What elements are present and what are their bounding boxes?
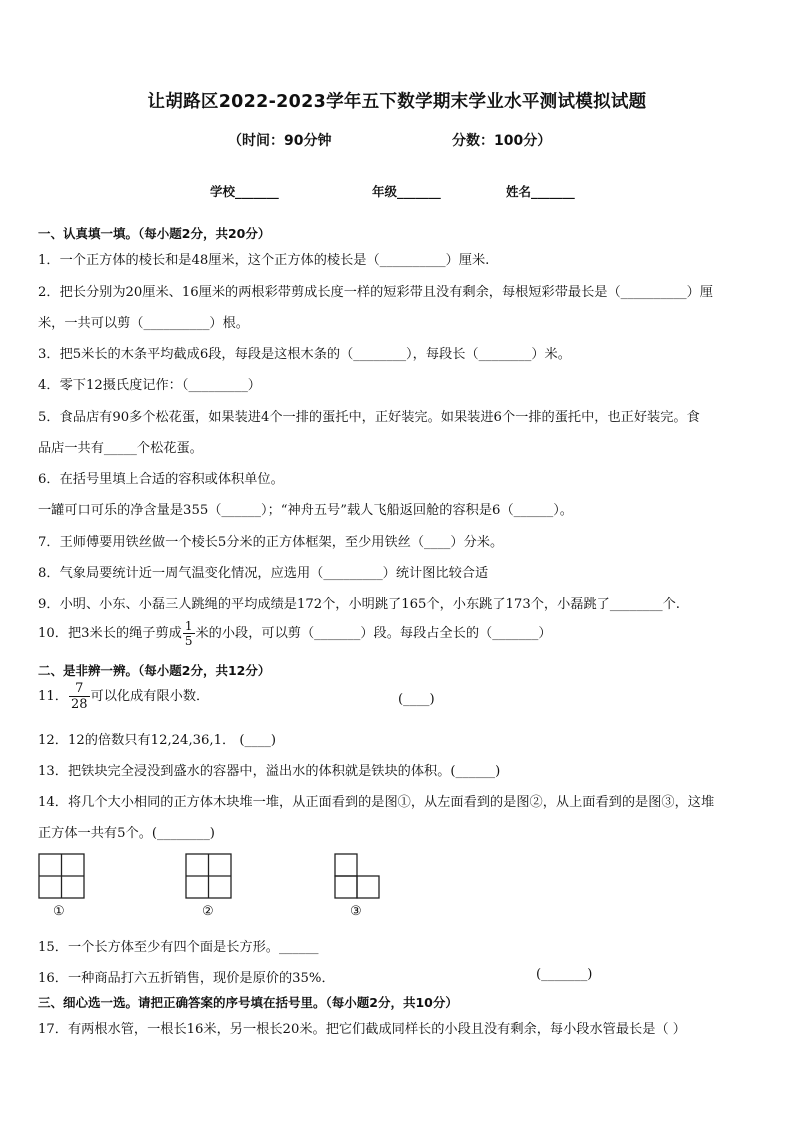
- view-diagrams: [38, 852, 398, 902]
- question-11: [38, 682, 209, 711]
- fraction-seven-twentyeighths: [69, 682, 90, 711]
- grade-field: 年级_______: [372, 184, 441, 199]
- question-11-suffix: 可以化成有限小数．: [90, 689, 210, 704]
- exam-score: 分数：100分）: [452, 133, 552, 149]
- question-16-answer-blank: (_______): [536, 967, 593, 982]
- question-14-line-2: 正方体一共有5个。(________): [38, 826, 215, 841]
- figure-top-view: [335, 854, 379, 898]
- fraction-numerator: 1: [184, 619, 193, 633]
- question-16: 16．一种商品打六五折销售，现价是原价的35%．: [38, 971, 335, 986]
- fraction-one-fifth: [183, 620, 195, 647]
- question-11-prefix: 11．: [38, 689, 68, 704]
- question-3: 3．把5米长的木条平均截成6段，每段是这根木条的（________），每段长（________）米。: [38, 347, 571, 362]
- question-15: 15．一个长方体至少有四个面是长方形。______: [38, 940, 319, 955]
- figure-front-view: [39, 854, 84, 898]
- question-14-line-1: 14．将几个大小相同的正方体木块堆一堆，从正面看到的是图①，从左面看到的是图②，从上面看到的是图③，这堆: [38, 795, 715, 810]
- figure-left-view: [186, 854, 231, 898]
- question-4: 4．零下12摄氏度记作：（_________）: [38, 378, 261, 393]
- section-heading-1: 一、认真填一填。（每小题2分，共20分）: [38, 226, 271, 241]
- figure-label-2: ②: [202, 904, 214, 919]
- question-10-prefix: 10．把3米长的绳子剪成: [38, 626, 182, 641]
- question-13: 13．把铁块完全浸没到盛水的容器中，溢出水的体积就是铁块的体积。(______): [38, 764, 501, 779]
- section-heading-3: 三、细心选一选。请把正确答案的序号填在括号里。（每小题2分，共10分）: [38, 995, 458, 1010]
- question-5-line-2: 品店一共有_____个松花蛋。: [38, 441, 203, 456]
- school-field: 学校_______: [210, 184, 279, 199]
- question-10-suffix: 米的小段，可以剪（_______）段。每段占全长的（_______）: [195, 626, 552, 641]
- section-heading-2: 二、是非辨一辨。（每小题2分，共12分）: [38, 663, 271, 678]
- question-5-line-1: 5．食品店有90多个松花蛋，如果装进4个一排的蛋托中，正好装完。如果装进6个一排的蛋托中，也正好装完。食: [38, 410, 700, 425]
- question-12: 12．12的倍数只有12,24,36,1． (____): [38, 733, 277, 748]
- question-2-line-1: 2．把长分别为20厘米、16厘米的两根彩带剪成长度一样的短彩带且没有剩余，每根短彩带最长是（__________）厘: [38, 285, 713, 300]
- figure-label-1: ①: [53, 904, 65, 919]
- view-figures: [38, 852, 398, 922]
- question-1: 1．一个正方体的棱长和是48厘米，这个正方体的棱长是（__________）厘米.: [38, 253, 490, 268]
- question-2-line-2: 米，一共可以剪（__________）根。: [38, 316, 249, 331]
- question-10: [38, 620, 552, 647]
- name-field: 姓名_______: [506, 184, 575, 199]
- question-11-answer-blank: (____): [398, 692, 435, 707]
- fraction-numerator: 7: [69, 682, 90, 697]
- fraction-denominator: 5: [184, 634, 193, 648]
- exam-time: （时间：90分钟: [228, 133, 332, 149]
- question-17: 17．有两根水管，一根长16米，另一根长20米。把它们截成同样长的小段且没有剩余，每小段水管最长是（ ）: [38, 1022, 686, 1037]
- question-9: 9．小明、小东、小磊三人跳绳的平均成绩是172个，小明跳了165个，小东跳了173个，小磊跳了________个.: [38, 597, 680, 612]
- fraction-denominator: 28: [70, 697, 88, 712]
- question-6-line-2: 一罐可口可乐的净含量是355（______）；“神舟五号”载人飞船返回舱的容积是6（______）。: [38, 503, 573, 518]
- figure-label-3: ③: [350, 904, 362, 919]
- question-6-line-1: 6．在括号里填上合适的容积或体积单位。: [38, 472, 284, 487]
- question-7: 7．王师傅要用铁丝做一个棱长5分米的正方体框架，至少用铁丝（____）分米。: [38, 535, 504, 550]
- page-title: 让胡路区2022-2023学年五下数学期末学业水平测试模拟试题: [147, 92, 647, 112]
- question-8: 8．气象局要统计近一周气温变化情况，应选用（_________）统计图比较合适: [38, 566, 489, 581]
